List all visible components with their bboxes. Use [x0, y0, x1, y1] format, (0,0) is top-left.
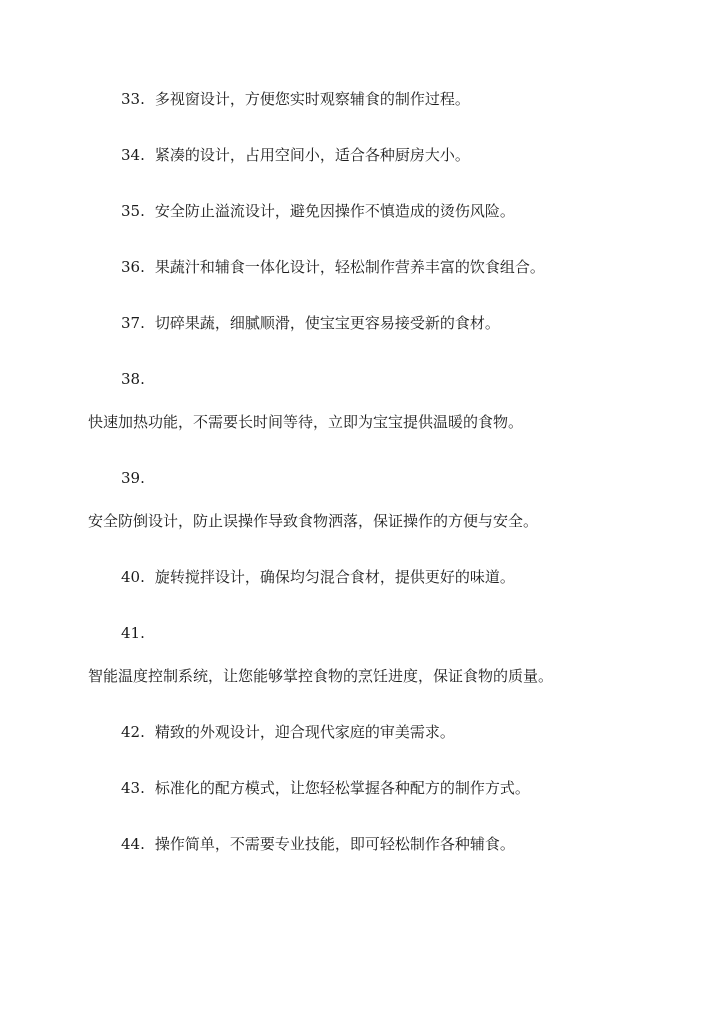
item-text: 切碎果蔬，细腻顺滑，使宝宝更容易接受新的食材。 — [154, 314, 500, 332]
item-number: 37. — [121, 314, 145, 332]
item-text: 快速加热功能，不需要长时间等待，立即为宝宝提供温暖的食物。 — [88, 413, 524, 431]
item-number: 38. — [121, 370, 145, 388]
item-text: 安全防止溢流设计，避免因操作不慎造成的烫伤风险。 — [154, 202, 515, 220]
item-number: 43. — [121, 779, 145, 797]
item-number: 40. — [121, 568, 145, 586]
item-number: 34. — [121, 146, 145, 164]
list-item — [121, 778, 530, 798]
item-text: 操作简单，不需要专业技能，即可轻松制作各种辅食。 — [154, 835, 515, 853]
item-number: 36. — [121, 258, 145, 276]
item-text: 紧凑的设计，占用空间小，适合各种厨房大小。 — [154, 146, 470, 164]
item-text: 标准化的配方模式，让您轻松掌握各种配方的制作方式。 — [154, 779, 530, 797]
list-item — [121, 201, 515, 221]
item-text: 果蔬汁和辅食一体化设计，轻松制作营养丰富的饮食组合。 — [154, 258, 545, 276]
item-text: 多视窗设计，方便您实时观察辅食的制作过程。 — [154, 90, 470, 108]
item-number: 33. — [121, 90, 145, 108]
item-text: 安全防倒设计，防止误操作导致食物洒落，保证操作的方便与安全。 — [88, 512, 539, 530]
item-number: 42. — [121, 723, 145, 741]
list-item — [121, 722, 455, 742]
item-number: 35. — [121, 202, 145, 220]
item-text: 智能温度控制系统，让您能够掌控食物的烹饪进度，保证食物的质量。 — [88, 667, 554, 685]
list-item — [121, 313, 500, 333]
list-item — [121, 89, 470, 109]
item-text: 旋转搅拌设计，确保均匀混合食材，提供更好的味道。 — [154, 568, 515, 586]
item-number: 39. — [121, 469, 145, 487]
item-number: 41. — [121, 624, 145, 642]
list-item — [121, 257, 545, 277]
list-item — [121, 145, 470, 165]
item-number: 44. — [121, 835, 145, 853]
list-item — [121, 834, 515, 854]
item-text: 精致的外观设计，迎合现代家庭的审美需求。 — [154, 723, 455, 741]
list-item — [121, 567, 515, 587]
